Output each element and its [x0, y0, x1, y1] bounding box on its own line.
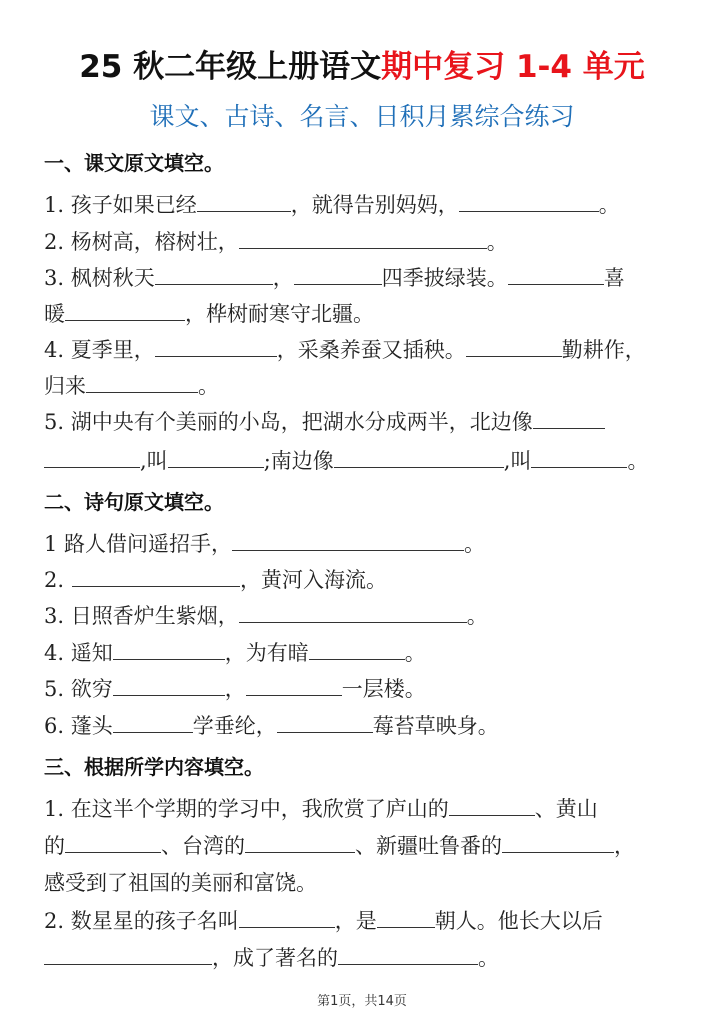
question-line: 1. 在这半个学期的学习中，我欣赏了庐山的 、黄山: [44, 792, 680, 826]
question-line: 5. 欲穷 ， 一层楼。: [44, 672, 680, 706]
answer-blank[interactable]: [508, 262, 604, 285]
answer-blank[interactable]: [294, 262, 382, 285]
question-line: 暖 ，桦树耐寒守北疆。: [44, 297, 680, 331]
answer-blank[interactable]: [113, 637, 225, 660]
question-line: 2. 杨树高，榕树壮， 。: [44, 225, 680, 259]
answer-blank[interactable]: [377, 905, 435, 928]
answer-blank[interactable]: [232, 528, 464, 551]
answer-blank[interactable]: [65, 298, 185, 321]
answer-blank[interactable]: [239, 905, 335, 928]
answer-blank[interactable]: [239, 600, 467, 623]
question-line: ,叫 ;南边像 ,叫 。: [44, 444, 680, 478]
question-line: 的 、台湾的 、新疆吐鲁番的 ，: [44, 829, 680, 863]
answer-blank[interactable]: [466, 334, 562, 357]
answer-blank[interactable]: [334, 445, 504, 468]
answer-blank[interactable]: [531, 445, 627, 468]
answer-blank[interactable]: [449, 793, 535, 816]
page-subtitle: 课文、古诗、名言、日积月累综合练习: [149, 102, 575, 131]
answer-blank[interactable]: [239, 226, 487, 249]
section-heading-3: 三、根据所学内容填空。: [44, 755, 264, 779]
answer-blank[interactable]: [113, 710, 193, 733]
answer-blank[interactable]: [197, 189, 291, 212]
question-line: 3. 日照香炉生紫烟， 。: [44, 599, 680, 633]
question-line: 3. 枫树秋天 ， 四季披绿装。 喜: [44, 261, 680, 295]
question-line: 1. 孩子如果已经 ，就得告别妈妈， 。: [44, 188, 680, 222]
answer-blank[interactable]: [309, 637, 405, 660]
answer-blank[interactable]: [72, 564, 240, 587]
section-heading-1: 一、课文原文填空。: [44, 151, 224, 175]
title-main: 25 秋二年级上册语文: [79, 49, 382, 85]
question-line: 2. ，黄河入海流。: [44, 563, 680, 597]
answer-blank[interactable]: [168, 445, 264, 468]
answer-blank[interactable]: [155, 334, 277, 357]
question-line: 1 路人借问遥招手， 。: [44, 527, 680, 561]
answer-blank[interactable]: [86, 370, 198, 393]
page-title: [0, 44, 724, 90]
answer-blank[interactable]: [277, 710, 373, 733]
answer-blank[interactable]: [44, 942, 212, 965]
answer-blank[interactable]: [44, 445, 140, 468]
answer-blank[interactable]: [246, 673, 342, 696]
answer-blank[interactable]: [459, 189, 599, 212]
question-line: 感受到了祖国的美丽和富饶。: [44, 871, 317, 895]
question-line: ，成了著名的 。: [44, 941, 680, 975]
question-line: 4. 遥知 ，为有暗 。: [44, 636, 680, 670]
answer-blank[interactable]: [65, 830, 161, 853]
question-line: 2. 数星星的孩子名叫 ，是 朝人。他长大以后: [44, 904, 680, 938]
title-highlight: 期中复习 1-4 单元: [381, 49, 645, 85]
answer-blank[interactable]: [245, 830, 355, 853]
question-line: 4. 夏季里， ，采桑养蚕又插秧。 勤耕作，: [44, 333, 680, 367]
answer-blank[interactable]: [155, 262, 273, 285]
question-line: 5. 湖中央有个美丽的小岛，把湖水分成两半，北边像: [44, 405, 680, 439]
page-footer: 第1页，共14页: [317, 994, 407, 1009]
section-heading-2: 二、诗句原文填空。: [44, 490, 224, 514]
question-line: 6. 蓬头 学垂纶， 莓苔草映身。: [44, 709, 680, 743]
answer-blank[interactable]: [502, 830, 614, 853]
question-line: 归来 。: [44, 369, 680, 403]
answer-blank[interactable]: [113, 673, 225, 696]
answer-blank[interactable]: [338, 942, 478, 965]
answer-blank[interactable]: [533, 406, 605, 429]
